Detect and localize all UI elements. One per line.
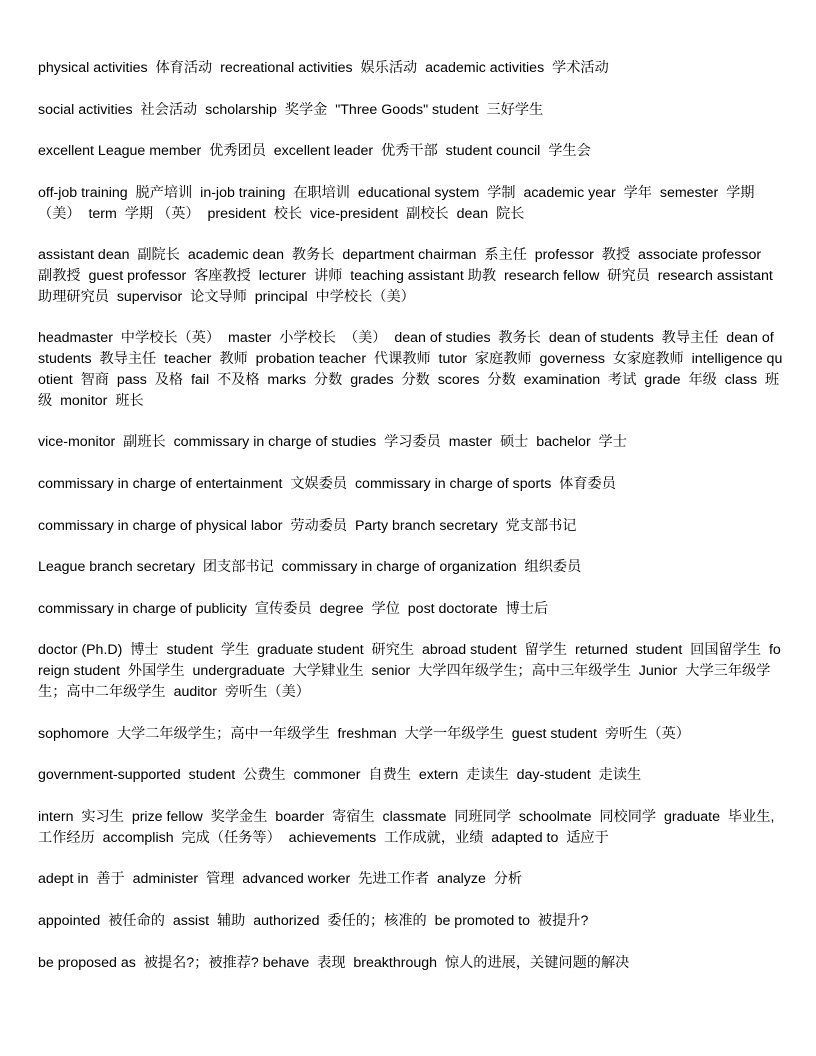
paragraph-sophomore: sophomore 大学二年级学生；高中一年级学生 freshman 大学一年级学生 guest student 旁听生（英） (38, 726, 690, 742)
paragraph-work-terms-1: adept in 善于 administer 管理 advanced worker 先进工作者 analyze 分析 (38, 871, 523, 887)
paragraph-funding-status: government-supported student 公费生 commoner 自费生 extern 走读生 day-student 走读生 (38, 767, 642, 783)
paragraph-activities: physical activities 体育活动 recreational activities 娱乐活动 academic activities 学术活动 (38, 60, 609, 76)
paragraph-entertainment: commissary in charge of entertainment 文娱委员 commissary in charge of sports 体育委员 (38, 476, 616, 492)
paragraph-faculty-titles: assistant dean 副院长 academic dean 教务长 department chairman 系主任 professor 教授 associate professor 副教授 guest professor 客座教授 lecturer 讲师 teaching assistant 助教 research fellow 研究员 research assistant 助理研究员 supervisor 论文导师 principal 中学校长（美） (38, 247, 781, 305)
paragraph-publicity-degree: commissary in charge of publicity 宣传委员 degree 学位 post doctorate 博士后 (38, 601, 549, 617)
paragraph-scholarship: social activities 社会活动 scholarship 奖学金 "Three Goods" student 三好学生 (38, 102, 544, 118)
paragraph-intern-graduate: intern 实习生 prize fellow 奖学金生 boarder 寄宿生 classmate 同班同学 schoolmate 同校同学 graduate 毕业生, 工作经历 accomplish 完成（任务等） achievements 工作成就，业绩 adapted to 适应于 (38, 809, 779, 846)
paragraph-work-terms-2: appointed 被任命的 assist 辅助 authorized 委任的；核准的 be promoted to 被提升? (38, 913, 589, 929)
paragraph-school-roles-grades: headmaster 中学校长（英） master 小学校长 （美） dean of studies 教务长 dean of students 教导主任 dean of students 教导主任 teacher 教师 probation teacher 代课教师 tutor 家庭教师 governess 女家庭教师 intelligence quotient 智商 pass 及格 fail 不及格 marks 分数 grades 分数 scores 分数 examination 考试 grade 年级 class 班级 monitor 班长 (38, 330, 783, 409)
paragraph-training-staff: off-job training 脱产培训 in-job training 在职培训 educational system 学制 academic year 学年 semester 学期（美） term 学期 （英） president 校长 vice-president 副校长 dean 院长 (38, 185, 755, 222)
paragraph-physical-labor: commissary in charge of physical labor 劳动委员 Party branch secretary 党支部书记 (38, 518, 577, 534)
paragraph-class-officers: vice-monitor 副班长 commissary in charge of studies 学习委员 master 硕士 bachelor 学士 (38, 434, 627, 450)
paragraph-league-member: excellent League member 优秀团员 excellent leader 优秀干部 student council 学生会 (38, 143, 591, 159)
paragraph-student-types: doctor (Ph.D) 博士 student 学生 graduate student 研究生 abroad student 留学生 returned student 回国留学生 foreign student 外国学生 undergraduate 大学肄业生 senior 大学四年级学生；高中三年级学生 Junior 大学三年级学生；高中二年级学生 auditor 旁听生（美） (38, 642, 781, 700)
paragraph-work-terms-3: be proposed as 被提名?；被推荐? behave 表现 breakthrough 惊人的进展，关键问题的解决 (38, 955, 630, 971)
paragraph-league-branch: League branch secretary 团支部书记 commissary in charge of organization 组织委员 (38, 559, 582, 575)
